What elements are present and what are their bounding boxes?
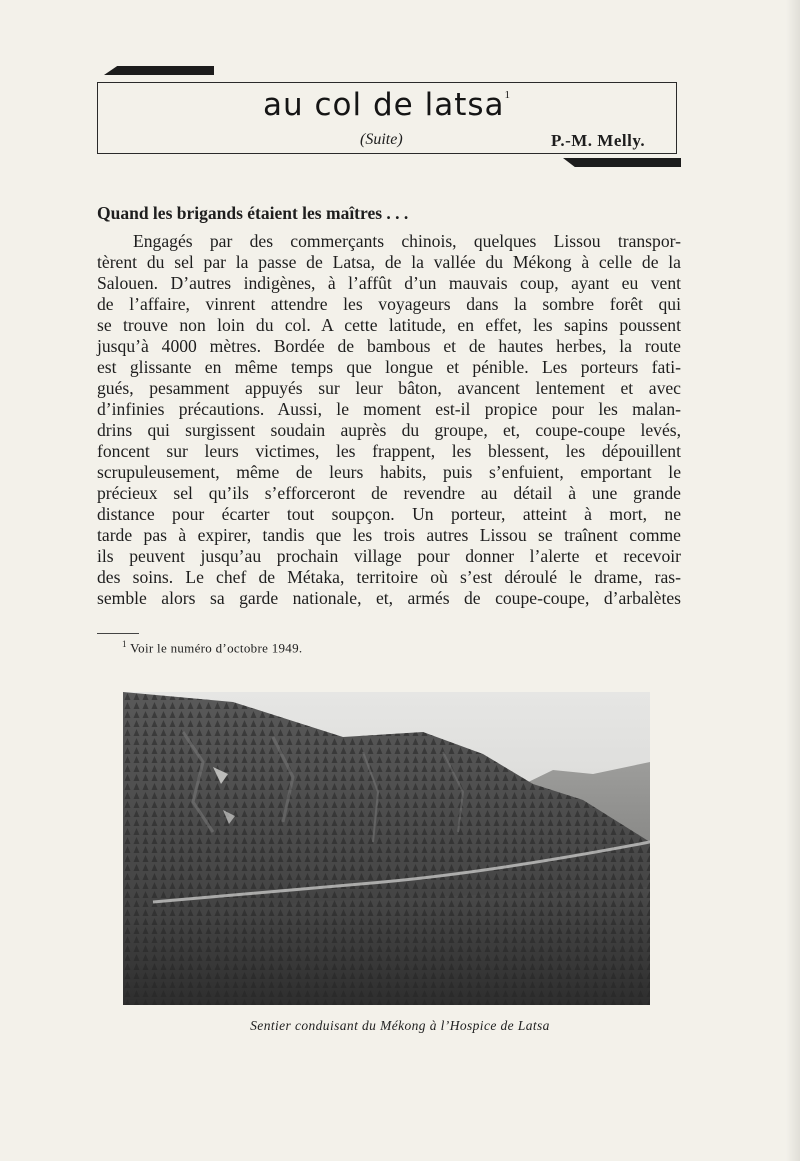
article-author: P.-M. Melly. — [551, 131, 646, 150]
footnote-divider — [97, 633, 139, 634]
body-line: se trouve non loin du col. A cette latitude, en effet, les sapins poussent — [97, 315, 681, 335]
header-decorative-bar-top — [104, 66, 214, 75]
body-line: drins qui surgissent soudain auprès du groupe, et, coupe-coupe levés, — [97, 420, 681, 440]
body-line: d’infinies précautions. Aussi, le moment est-il propice pour les malan- — [97, 399, 681, 419]
footnote — [122, 639, 302, 656]
body-line: foncent sur leurs victimes, les frappent, les blessent, les dépouillent — [97, 441, 681, 461]
body-line: est glissante en même temps que longue et pénible. Les porteurs fati- — [97, 357, 681, 377]
body-line: tarde pas à expirer, tandis que les trois autres Lissou se traînent comme — [97, 525, 681, 545]
body-line: Salouen. D’autres indigènes, à l’affût d’un mauvais coup, ayant eu vent — [97, 273, 681, 293]
article-title — [98, 87, 676, 123]
body-line: semble alors sa garde nationale, et, armés de coupe-coupe, d’arbalètes — [97, 588, 681, 608]
photo-caption: Sentier conduisant du Mékong à l’Hospice de Latsa — [250, 1018, 550, 1033]
section-heading: Quand les brigands étaient les maîtres . . . — [97, 203, 409, 223]
title-footnote-marker: 1 — [504, 88, 511, 101]
article-subtitle: (Suite) — [360, 131, 403, 148]
body-line: Engagés par des commerçants chinois, quelques Lissou transpor- — [133, 231, 681, 251]
body-line: gués, pesamment appuyés sur leur bâton, avancent lentement et avec — [97, 378, 681, 398]
footnote-marker: 1 — [122, 639, 127, 649]
body-line: de l’affaire, vinrent attendre les voyageurs dans la sombre forêt qui — [97, 294, 681, 314]
body-line: distance pour écarter tout soupçon. Un porteur, atteint à mort, ne — [97, 504, 681, 524]
article-body — [97, 231, 681, 609]
page-edge-shadow — [786, 0, 800, 1161]
article-header — [97, 82, 677, 154]
body-line: précieux sel qu’ils s’efforceront de revendre au détail à une grande — [97, 483, 681, 503]
article-title-text: au col de latsa — [263, 87, 505, 123]
body-line: des soins. Le chef de Métaka, territoire où s’est déroulé le drame, ras- — [97, 567, 681, 587]
header-decorative-bar-bottom — [563, 158, 681, 167]
body-line: jusqu’à 4000 mètres. Bordée de bambous et de hautes herbes, la route — [97, 336, 681, 356]
footnote-text: Voir le numéro d’octobre 1949. — [130, 640, 303, 656]
body-line: scrupuleusement, même de leurs habits, puis s’enfuient, emportant le — [97, 462, 681, 482]
mountain-photo-illustration — [123, 692, 650, 1005]
body-line: tèrent du sel par la passe de Latsa, de la vallée du Mékong à celle de la — [97, 252, 681, 272]
mountain-photograph — [123, 692, 650, 1005]
body-line: ils peuvent jusqu’au prochain village pour donner l’alerte et recevoir — [97, 546, 681, 566]
